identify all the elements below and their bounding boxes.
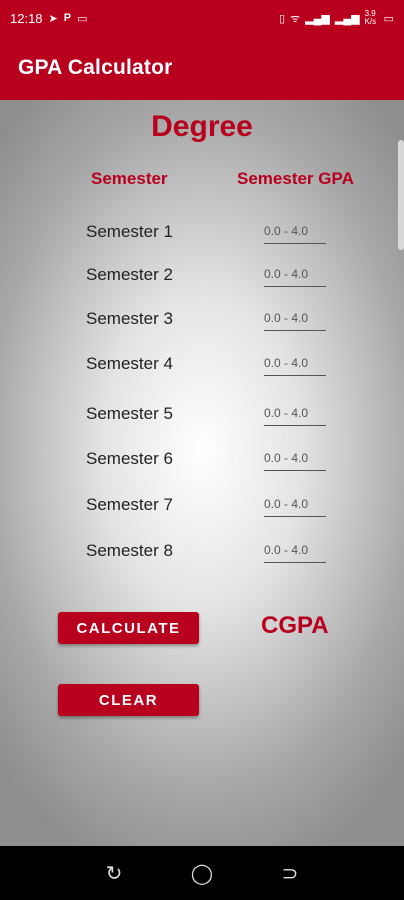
clear-button[interactable]: CLEAR (58, 684, 199, 716)
vibrate-icon: ▯ (279, 12, 286, 25)
navigation-bar (0, 846, 404, 900)
semester-row (0, 400, 404, 430)
telegram-icon: ➤ (48, 12, 58, 25)
semester-row (0, 491, 404, 521)
gpa-input-semester-3[interactable] (264, 305, 326, 331)
battery-charging-icon: ▭ (383, 12, 394, 25)
semester-label: Semester 3 (86, 309, 173, 328)
gpa-input-semester-6[interactable] (264, 445, 326, 471)
gpa-input-semester-7[interactable] (264, 491, 326, 517)
semester-label: Semester 8 (86, 541, 173, 560)
signal-icon: ▂▄▆ (305, 12, 330, 25)
signal-icon: ▂▄▆ (334, 12, 360, 25)
semester-label: Semester 5 (86, 404, 173, 423)
app-bar (0, 36, 404, 100)
status-bar (0, 0, 404, 36)
network-speed: 3.9 K/s (364, 9, 377, 26)
semester-label: Semester 1 (86, 222, 173, 241)
gpa-input-semester-2[interactable] (264, 261, 326, 287)
semester-row (0, 537, 404, 567)
semester-label: Semester 6 (86, 449, 173, 468)
gpa-input-semester-1[interactable] (264, 218, 326, 244)
gpa-input-semester-5[interactable] (264, 400, 326, 426)
semester-label: Semester 4 (86, 354, 173, 373)
semester-row (0, 218, 404, 248)
semester-row (0, 445, 404, 475)
gpa-input-semester-4[interactable] (264, 350, 326, 376)
status-time: 12:18 (10, 10, 43, 26)
recent-apps-icon[interactable]: ↻ (105, 862, 123, 885)
laptop-icon: ▭ (77, 12, 88, 25)
calculate-button[interactable]: CALCULATE (58, 612, 199, 644)
back-icon[interactable]: ⊃ (281, 862, 299, 885)
semester-row (0, 350, 404, 380)
semester-label: Semester 2 (86, 265, 173, 284)
p-icon: P (63, 12, 72, 24)
wifi-icon: ᯤ (290, 12, 301, 25)
home-icon[interactable]: ◯ (190, 862, 214, 885)
semester-row (0, 261, 404, 291)
semester-row (0, 305, 404, 335)
semester-label: Semester 7 (86, 495, 173, 514)
gpa-input-semester-8[interactable] (264, 537, 326, 563)
semester-gpa-column-header: Semester GPA (237, 169, 354, 188)
app-title: GPA Calculator (18, 56, 173, 79)
cgpa-label: CGPA (261, 612, 329, 639)
semester-column-header: Semester (91, 169, 168, 188)
main-content[interactable] (0, 100, 404, 846)
degree-title: Degree (151, 110, 253, 143)
